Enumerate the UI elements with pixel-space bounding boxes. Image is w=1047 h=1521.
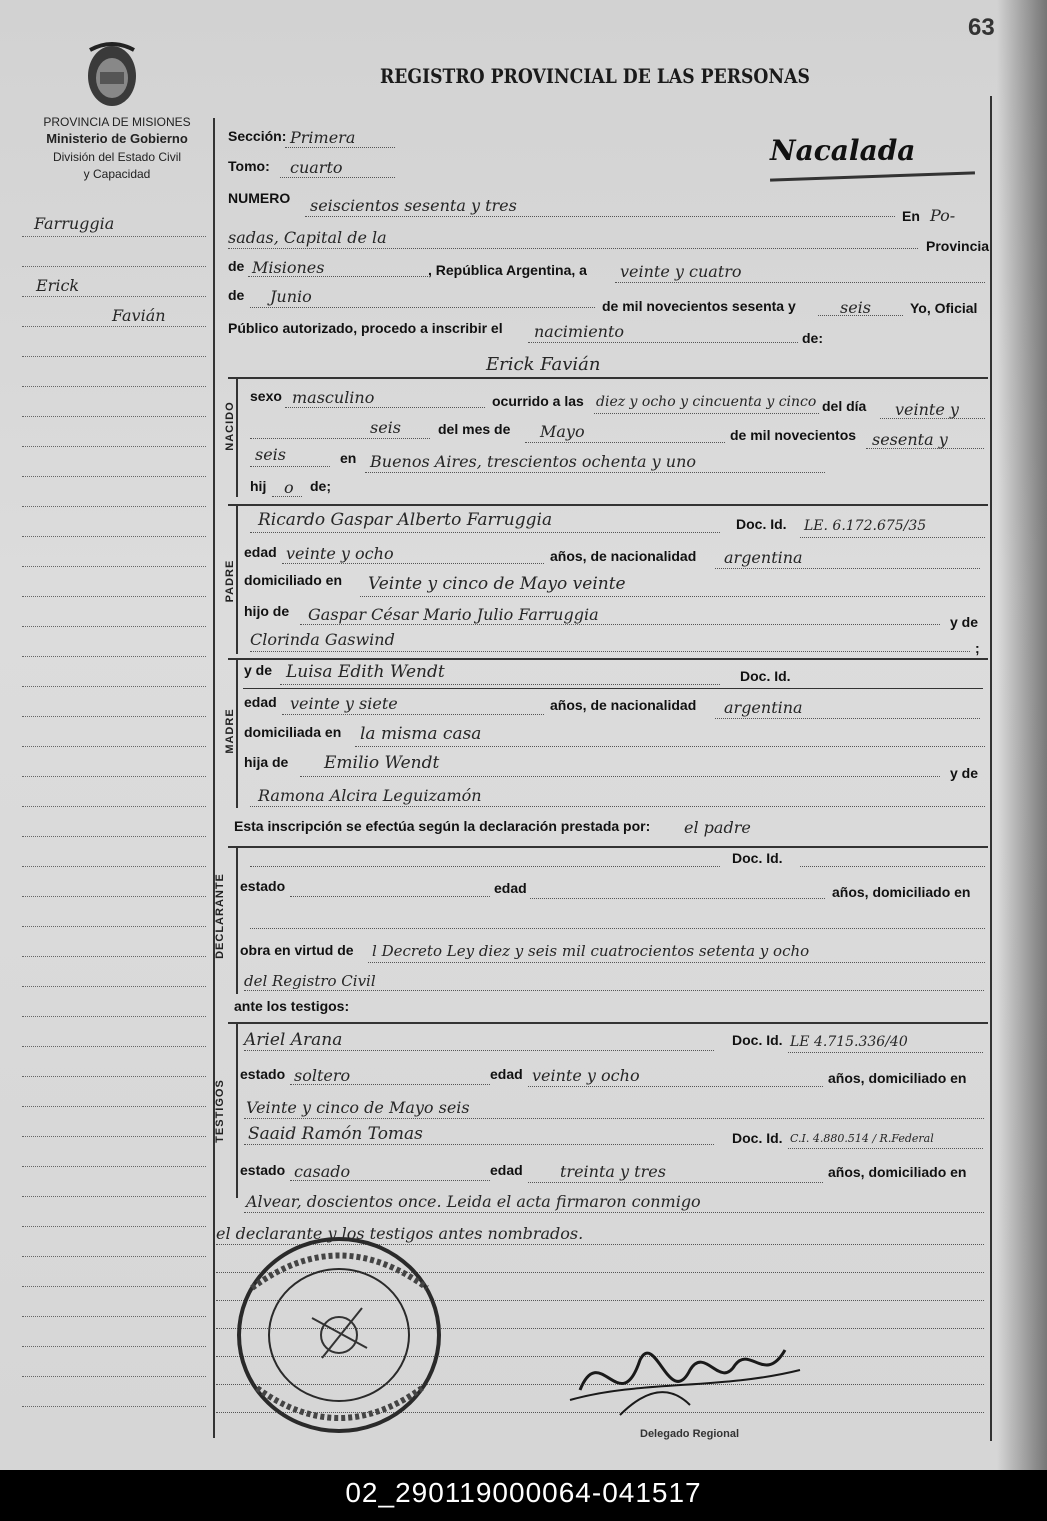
label-padre-doc: Doc. Id. — [736, 516, 787, 532]
margin-first-name: Erick — [36, 276, 80, 295]
form-left-border — [213, 118, 215, 1438]
line-provincia — [248, 276, 428, 277]
line-lugar — [228, 248, 918, 249]
value-dia: veinte y — [895, 400, 959, 419]
declarante-top-rule — [228, 846, 988, 848]
label-sexo: sexo — [250, 388, 282, 404]
line-declarante-edad — [530, 898, 825, 899]
madre-doc-rule — [243, 688, 983, 689]
line-tomo — [280, 177, 395, 178]
testigos-top-rule — [228, 1022, 988, 1024]
line-madre-edad — [282, 714, 544, 715]
side-label-nacido: NACIDO — [224, 401, 236, 451]
line-numero — [305, 216, 895, 217]
line-acto — [528, 342, 798, 343]
label-declarante-estado: estado — [240, 878, 286, 894]
form-right-border — [990, 96, 992, 1441]
label-yo-oficial: Yo, Oficial — [910, 300, 978, 316]
line-hora — [594, 413, 819, 414]
line-madre-dom — [355, 746, 985, 747]
label-en: En — [902, 208, 920, 224]
label-tomo: Tomo: — [228, 158, 270, 174]
line-obra — [368, 962, 985, 963]
value-testigo1-dom: Veinte y cinco de Mayo seis — [246, 1098, 470, 1117]
value-dia-2: seis — [370, 418, 402, 437]
label-padre-y-de: y de — [950, 614, 979, 630]
value-testigo1-nombre: Ariel Arana — [244, 1030, 343, 1050]
line-seccion — [285, 147, 395, 148]
label-de-mil-nov: de mil novecientos — [730, 427, 857, 443]
line-madre-nac — [715, 718, 980, 719]
line-hij — [272, 496, 302, 497]
label-provincia: Provincia — [926, 238, 990, 254]
line-testigo1-edad — [528, 1086, 823, 1087]
label-padre-hijo-de: hijo de — [244, 603, 290, 619]
value-padre-doc: LE. 6.172.675/35 — [804, 518, 927, 534]
value-lugar-nac: Buenos Aires, trescientos ochenta y uno — [370, 452, 696, 471]
ministry-name: Ministerio de Gobierno — [46, 131, 188, 146]
official-stamp — [232, 1228, 447, 1443]
coat-of-arms-icon — [82, 40, 142, 110]
line-anio-nac-2 — [250, 466, 330, 467]
value-padre-dom: Veinte y cinco de Mayo veinte — [368, 574, 626, 594]
province-name: PROVINCIA DE MISIONES — [43, 115, 191, 129]
label-obra: obra en virtud de — [240, 942, 354, 958]
value-padre-nombre: Ricardo Gaspar Alberto Farruggia — [258, 510, 553, 530]
label-madre-y-de: y de — [244, 662, 273, 678]
line-testigo1-nombre — [244, 1050, 714, 1051]
value-padre-edad: veinte y ocho — [286, 544, 394, 563]
label-madre-dom: domiciliada en — [244, 724, 342, 740]
value-declarante: el padre — [684, 818, 751, 837]
line-testigo1-dom — [244, 1118, 984, 1119]
label-padre-edad: edad — [244, 544, 277, 560]
declarante-bracket — [236, 846, 238, 994]
label-declarante-doc: Doc. Id. — [732, 850, 783, 866]
label-testigo2-dom: años, domiciliado en — [828, 1164, 967, 1180]
value-testigo1-edad: veinte y ocho — [532, 1066, 640, 1085]
padre-bracket — [236, 504, 238, 654]
value-hij-suffix: o — [284, 478, 294, 497]
line-anio-nac — [866, 448, 984, 449]
label-ante: ante los testigos: — [234, 998, 350, 1014]
label-madre-edad: edad — [244, 694, 277, 710]
label-padre-nac: años, de nacionalidad — [550, 548, 697, 564]
value-obra-2: del Registro Civil — [244, 972, 376, 990]
value-en: Po- — [930, 206, 956, 225]
label-testigo2-edad: edad — [490, 1162, 523, 1178]
signature-caption: Delegado Regional — [640, 1428, 740, 1440]
value-lugar: sadas, Capital de la — [228, 228, 387, 247]
division-line-2: y Capacidad — [83, 167, 151, 181]
label-del-mes: del mes de — [438, 421, 511, 437]
line-padre-dom — [360, 596, 985, 597]
value-anio: seis — [840, 298, 872, 317]
line-declarante-nombre — [250, 866, 720, 867]
label-testigo2-estado: estado — [240, 1162, 286, 1178]
value-padre-nac: argentina — [724, 548, 803, 567]
line-madre-padre — [300, 776, 940, 777]
line-obra-2 — [244, 990, 984, 991]
value-hora: diez y ocho y cincuenta y cinco — [596, 394, 817, 410]
label-publico: Público autorizado, procedo a inscribir el — [228, 320, 503, 336]
padre-top-rule — [228, 504, 988, 506]
line-anio — [818, 315, 903, 316]
line-declarante-dom — [250, 928, 985, 929]
value-seccion: Primera — [290, 128, 356, 147]
value-acto: nacimiento — [534, 322, 625, 341]
side-label-madre: MADRE — [224, 708, 236, 754]
side-label-padre: PADRE — [224, 559, 236, 603]
line-padre-edad — [282, 563, 544, 564]
annotation-underline — [770, 171, 975, 181]
value-obra: l Decreto Ley diez y seis mil cuatrocientos setenta y ocho — [372, 942, 810, 960]
line-madre-nombre — [280, 684, 720, 685]
value-fecha-dia: veinte y cuatro — [620, 262, 742, 281]
value-cierre: el declarante y los testigos antes nombrados. — [216, 1224, 584, 1243]
value-numero: seiscientos sesenta y tres — [310, 196, 517, 215]
value-tomo: cuarto — [290, 158, 343, 177]
value-testigo2-doc: C.I. 4.880.514 / R.Federal — [790, 1132, 934, 1145]
label-de-padres: de; — [310, 478, 331, 494]
page-edge-shadow — [997, 0, 1047, 1470]
label-declarante-dom: años, domiciliado en — [832, 884, 971, 900]
line-padre-padre — [300, 624, 940, 625]
label-de-provincia: de — [228, 258, 245, 274]
value-madre-padre: Emilio Wendt — [324, 753, 440, 773]
value-anio-nac-2: seis — [255, 445, 287, 464]
padre-semicolon: ; — [975, 640, 980, 656]
label-numero: NUMERO — [228, 190, 291, 206]
line-padre-nac — [715, 568, 980, 569]
value-testigo2-estado: casado — [294, 1162, 351, 1181]
label-madre-y-de: y de — [950, 765, 979, 781]
page-number: 63 — [968, 14, 995, 41]
madre-bracket — [236, 658, 238, 808]
value-testigo1-doc: LE 4.715.336/40 — [790, 1034, 908, 1050]
line-testigo2-estado — [290, 1180, 490, 1181]
line-padre-nombre — [250, 532, 720, 533]
label-hij: hij — [250, 478, 267, 494]
footer-image-id: 02_290119000064-041517 — [0, 1470, 1047, 1521]
value-madre-dom: la misma casa — [360, 724, 482, 744]
division-line-1: División del Estado Civil — [52, 150, 182, 164]
line-sexo — [285, 407, 485, 408]
value-mes: Junio — [270, 287, 312, 306]
line-declarante-doc — [800, 866, 985, 867]
line-testigo2-nombre — [244, 1144, 714, 1145]
line-mes-nac — [525, 442, 725, 443]
line-testigo2-doc — [788, 1148, 983, 1149]
line-mes — [250, 307, 595, 308]
value-padre-madre: Clorinda Gaswind — [250, 630, 395, 649]
line-lugar-nac — [365, 472, 825, 473]
label-en-lugar: en — [340, 450, 357, 466]
line-testigo1-estado — [290, 1084, 490, 1085]
nacido-top-rule — [228, 377, 988, 379]
label-testigo1-doc: Doc. Id. — [732, 1032, 783, 1048]
value-madre-edad: veinte y siete — [290, 694, 398, 713]
label-seccion: Sección: — [228, 128, 287, 144]
label-de-mes: de — [228, 287, 245, 303]
label-madre-hija-de: hija de — [244, 754, 289, 770]
value-anio-nac: sesenta y — [872, 430, 948, 449]
value-madre-nac: argentina — [724, 698, 803, 717]
label-madre-doc: Doc. Id. — [740, 668, 791, 684]
label-de-nacido: de: — [802, 330, 823, 346]
label-de-mil: de mil novecientos sesenta y — [602, 298, 796, 314]
label-republica: , República Argentina, a — [428, 262, 587, 278]
line-dia — [880, 418, 985, 419]
value-sexo: masculino — [292, 388, 375, 407]
value-mes-nac: Mayo — [540, 422, 585, 441]
testigos-bracket — [236, 1022, 238, 1198]
nacido-bracket — [236, 377, 238, 497]
value-testigo2-dom: Alvear, doscientos once. Leida el acta firmaron conmigo — [246, 1192, 701, 1211]
value-provincia: Misiones — [252, 258, 325, 277]
side-label-testigos: TESTIGOS — [214, 1079, 226, 1143]
line-testigo1-doc — [788, 1052, 983, 1053]
value-padre-padre: Gaspar César Mario Julio Farruggia — [308, 605, 599, 624]
label-testigo1-edad: edad — [490, 1066, 523, 1082]
line-padre-madre — [250, 651, 970, 652]
line-fecha — [615, 282, 985, 283]
margin-surname: Farruggia — [34, 214, 115, 233]
margin-second-name: Favián — [112, 306, 166, 325]
value-madre-nombre: Luisa Edith Wendt — [286, 662, 445, 682]
line-testigo2-dom — [244, 1212, 984, 1213]
label-testigo1-estado: estado — [240, 1066, 286, 1082]
value-testigo1-estado: soltero — [294, 1066, 351, 1085]
label-testigo1-dom: años, domiciliado en — [828, 1070, 967, 1086]
marginal-annotation: Nacalada — [770, 134, 916, 167]
line-declarante-estado — [290, 896, 490, 897]
line-padre-doc — [800, 537, 985, 538]
label-inscripcion: Esta inscripción se efectúa según la declaración prestada por: — [234, 818, 651, 834]
value-madre-madre: Ramona Alcira Leguizamón — [258, 786, 482, 805]
line-dia-2 — [250, 438, 430, 439]
value-testigo2-edad: treinta y tres — [560, 1162, 666, 1181]
value-testigo2-nombre: Saaid Ramón Tomas — [248, 1124, 423, 1144]
side-label-declarante: DECLARANTE — [214, 873, 226, 959]
line-testigo2-edad — [528, 1182, 823, 1183]
line-madre-madre — [250, 806, 985, 807]
label-ocurrido: ocurrido a las — [492, 393, 584, 409]
label-padre-dom: domiciliado en — [244, 572, 343, 588]
label-declarante-edad: edad — [494, 880, 527, 896]
document-title: REGISTRO PROVINCIAL DE LAS PERSONAS — [380, 64, 810, 88]
label-testigo2-doc: Doc. Id. — [732, 1130, 783, 1146]
madre-top-rule — [228, 658, 988, 660]
label-del-dia: del día — [822, 398, 867, 414]
value-nombre-nacido: Erick Favián — [486, 354, 601, 375]
label-madre-nac: años, de nacionalidad — [550, 697, 697, 713]
signature — [560, 1320, 850, 1440]
